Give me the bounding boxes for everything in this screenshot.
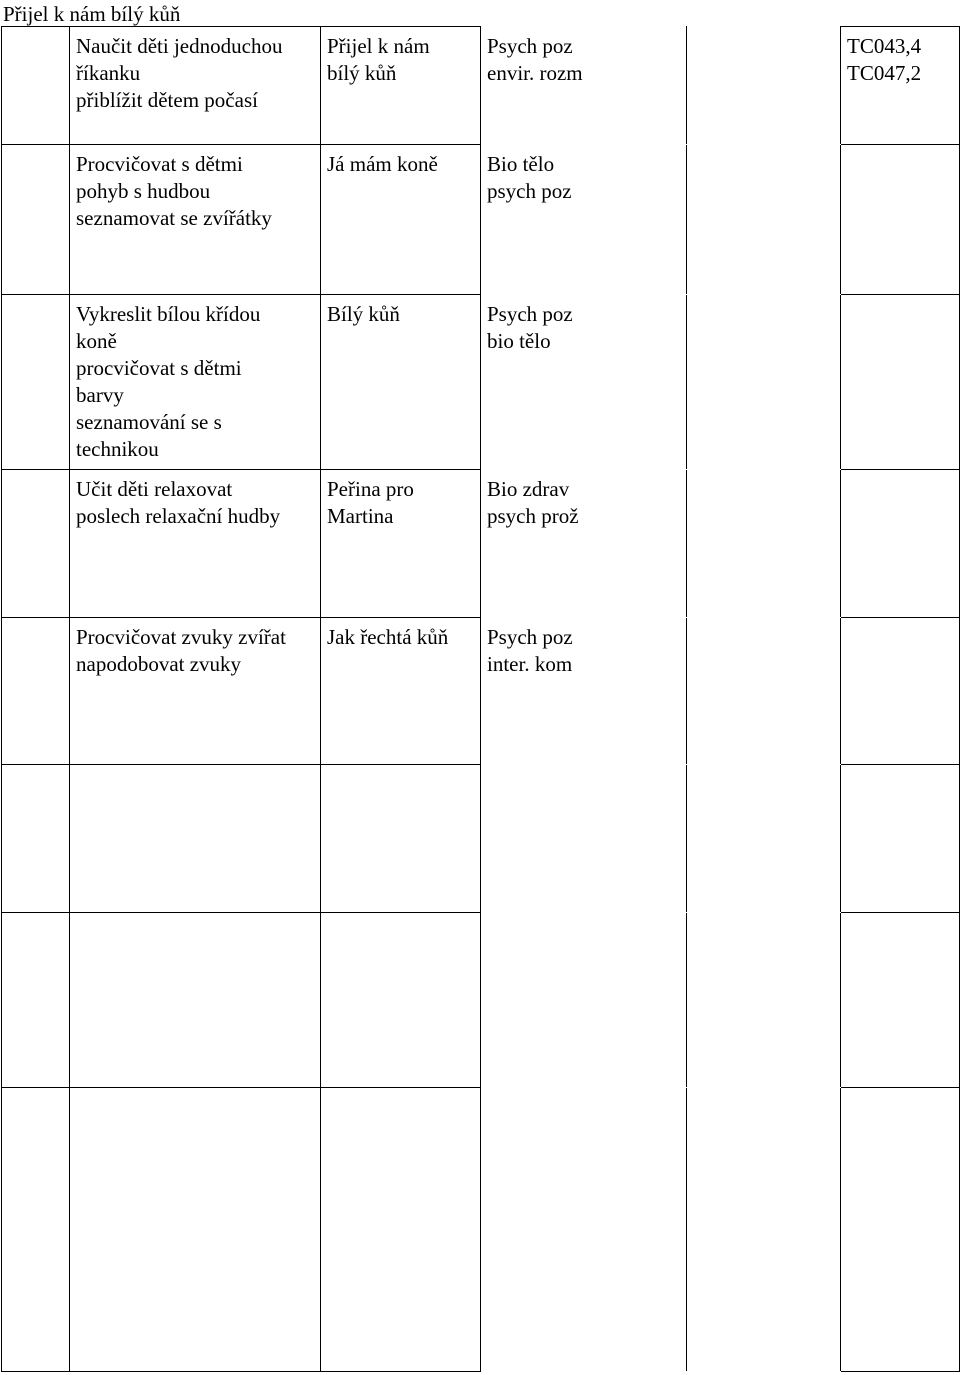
spacer-cell [687, 1088, 841, 1372]
goal-cell [70, 765, 321, 913]
row-marker-cell [2, 913, 70, 1088]
table-row [2, 145, 960, 295]
row-marker-cell [2, 145, 70, 295]
activity-cell: Peřina pro Martina [321, 470, 481, 618]
activity-cell [321, 765, 481, 913]
spacer-cell [687, 618, 841, 765]
row-marker-cell [2, 470, 70, 618]
spacer-cell [687, 27, 841, 145]
table-row [2, 913, 960, 1088]
area-cell: Psych poz bio tělo [481, 295, 687, 470]
codes-cell [841, 765, 960, 913]
table-row [2, 27, 960, 145]
table-row [2, 295, 960, 470]
spacer-cell [687, 470, 841, 618]
goal-cell: Procvičovat zvuky zvířat napodobovat zvuky [70, 618, 321, 765]
activity-cell [321, 913, 481, 1088]
codes-cell [841, 618, 960, 765]
table-row [2, 470, 960, 618]
codes-cell [841, 1088, 960, 1372]
row-marker-cell [2, 618, 70, 765]
row-marker-cell [2, 295, 70, 470]
spacer-cell [687, 765, 841, 913]
table-row [2, 618, 960, 765]
area-cell: Bio tělo psych poz [481, 145, 687, 295]
codes-cell: TC043,4 TC047,2 [841, 27, 960, 145]
activity-cell: Bílý kůň [321, 295, 481, 470]
row-marker-cell [2, 1088, 70, 1372]
goal-cell [70, 913, 321, 1088]
row-marker-cell [2, 765, 70, 913]
spacer-cell [687, 913, 841, 1088]
area-cell: Psych poz inter. kom [481, 618, 687, 765]
plan-table [1, 26, 960, 1372]
goal-cell: Naučit děti jednoduchou říkanku přiblížit dětem počasí [70, 27, 321, 145]
codes-cell [841, 295, 960, 470]
area-cell [481, 913, 687, 1088]
table-row [2, 1088, 960, 1372]
codes-cell [841, 913, 960, 1088]
table-row [2, 765, 960, 913]
codes-cell [841, 470, 960, 618]
activity-cell [321, 1088, 481, 1372]
page-title: Přijel k nám bílý kůň [3, 2, 181, 26]
activity-cell: Já mám koně [321, 145, 481, 295]
codes-cell [841, 145, 960, 295]
activity-cell: Přijel k nám bílý kůň [321, 27, 481, 145]
spacer-cell [687, 295, 841, 470]
goal-cell: Učit děti relaxovat poslech relaxační hudby [70, 470, 321, 618]
goal-cell: Procvičovat s dětmi pohyb s hudbou seznamovat se zvířátky [70, 145, 321, 295]
goal-cell [70, 1088, 321, 1372]
activity-cell: Jak řechtá kůň [321, 618, 481, 765]
area-cell: Bio zdrav psych prož [481, 470, 687, 618]
spacer-cell [687, 145, 841, 295]
goal-cell: Vykreslit bílou křídou koně procvičovat s dětmi barvy seznamování se s technikou [70, 295, 321, 470]
area-cell: Psych poz envir. rozm [481, 27, 687, 145]
row-marker-cell [2, 27, 70, 145]
area-cell [481, 765, 687, 913]
area-cell [481, 1088, 687, 1372]
